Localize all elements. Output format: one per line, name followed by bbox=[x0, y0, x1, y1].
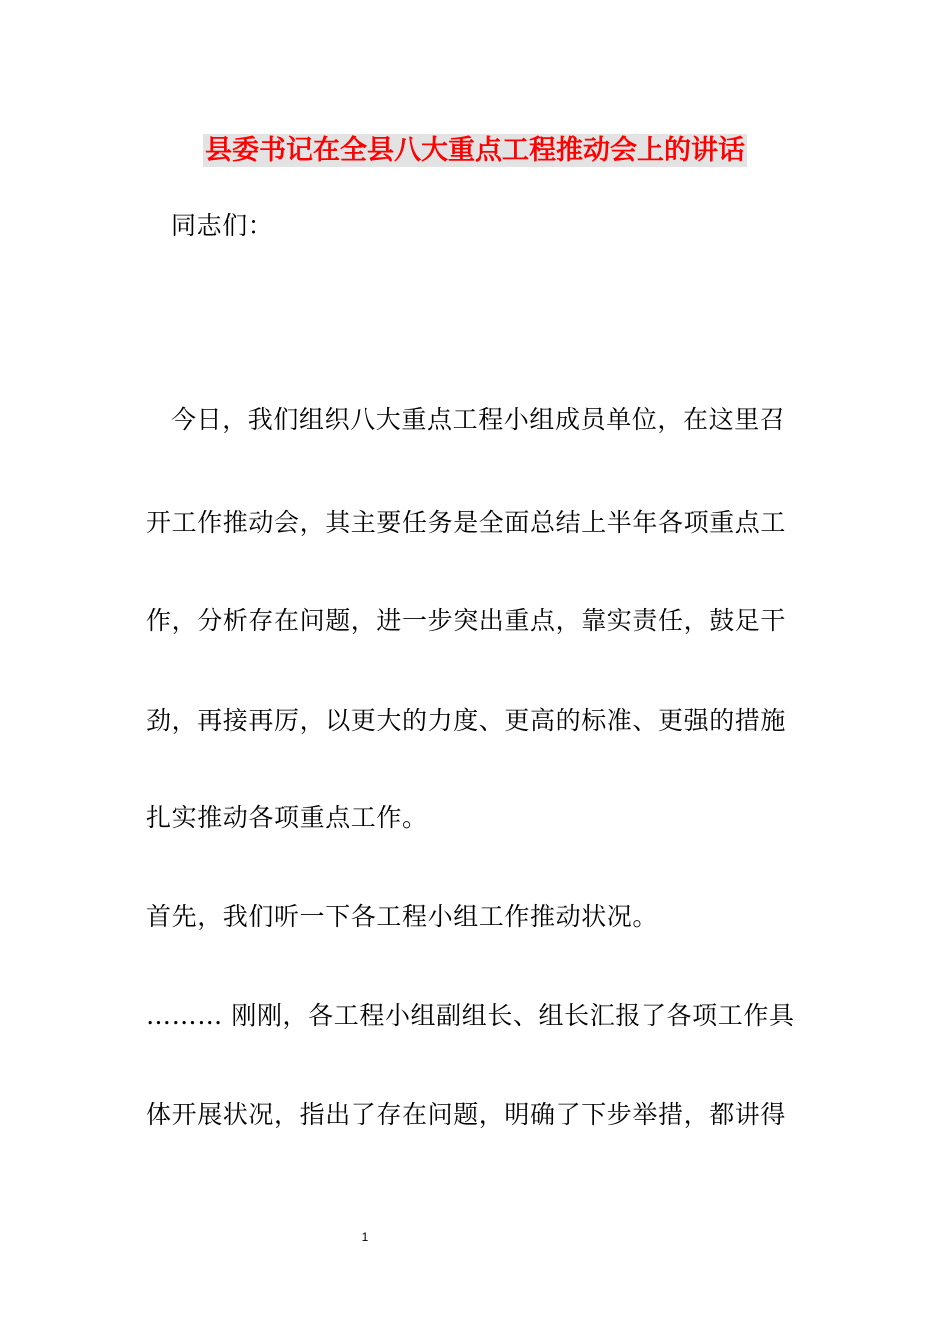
page-number: 1 bbox=[361, 1230, 369, 1244]
body-line: 开工作推动会，其主要任务是全面总结上半年各项重点工 bbox=[146, 508, 787, 537]
body-line: 今日，我们组织八大重点工程小组成员单位，在这里召 bbox=[171, 405, 786, 434]
body-line: ……… 刚刚，各工程小组副组长、组长汇报了各项工作具 bbox=[146, 1001, 795, 1030]
body-line: 劲，再接再厉，以更大的力度、更高的标准、更强的措施 bbox=[146, 706, 787, 735]
body-line: 扎实推动各项重点工作。 bbox=[146, 803, 428, 832]
body-line: 作，分析存在问题，进一步突出重点，靠实责任，鼓足干 bbox=[146, 606, 787, 635]
body-line: 首先，我们听一下各工程小组工作推动状况。 bbox=[146, 902, 659, 931]
salutation-line: 同志们： bbox=[171, 211, 274, 240]
document-title-text: 县委书记在全县八大重点工程推动会上的讲话 bbox=[205, 135, 745, 166]
body-line: 体开展状况，指出了存在问题，明确了下步举措，都讲得 bbox=[146, 1100, 787, 1129]
document-title bbox=[0, 131, 950, 171]
